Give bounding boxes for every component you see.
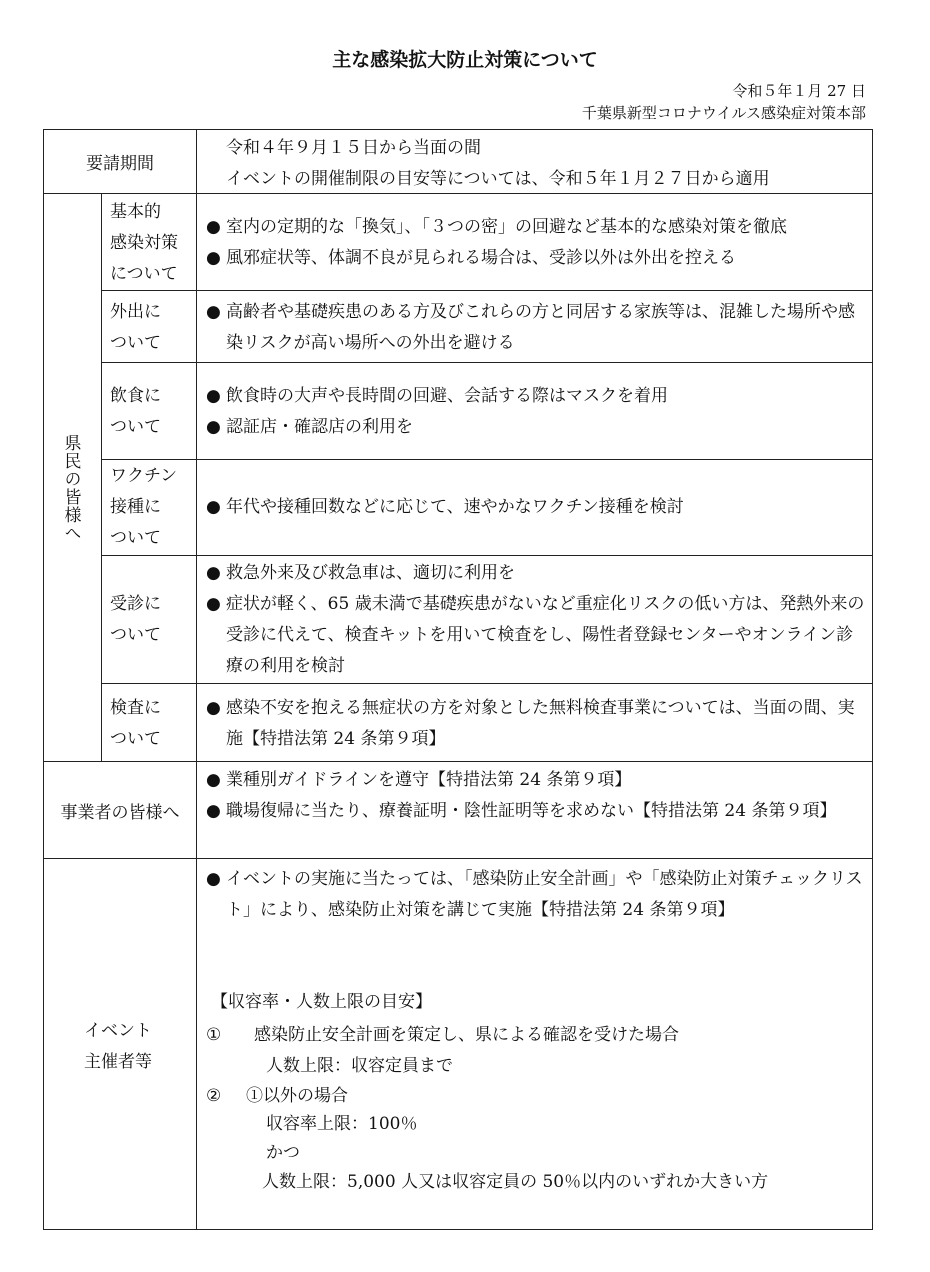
row-label-line: 外出に [110, 302, 161, 322]
business-label-cell [43, 761, 197, 859]
bullet-item: ● 高齢者や基礎疾患のある方及びこれらの方と同居する家族等は、混雑した場所や感染リスクが高い場所への外出を避ける [206, 297, 866, 359]
bullet-dot-icon: ● [206, 594, 221, 614]
row-label-line: ついて [110, 333, 161, 353]
bullet-dot-icon: ● [206, 497, 221, 517]
bullet-item: ● 風邪症状等、体調不良が見られる場合は、受診以外は外出を控える [206, 243, 866, 274]
bullet-dot-icon: ● [206, 698, 221, 718]
period-line-1: 令和４年９月１５日から当面の間 [226, 138, 481, 158]
period-label: 要請期間 [86, 154, 154, 174]
bullet-dot-icon: ● [206, 869, 221, 889]
business-label: 事業者の皆様へ [60, 802, 180, 823]
row-label-line: 感染対策 [110, 233, 178, 253]
residents-section-label: 県民の皆様へ [60, 434, 81, 542]
row-label-line: 飲食に [110, 386, 161, 406]
item-1-text: 感染防止安全計画を策定し、県による確認を受けた場合 [254, 1025, 679, 1045]
bullet-item: ● 業種別ガイドラインを遵守【特措法第 24 条第９項】 [206, 765, 866, 796]
bullet-item: ● 年代や接種回数などに応じて、速やかなワクチン接種を検討 [206, 492, 866, 523]
item-2-sub-2: かつ [266, 1143, 300, 1163]
capacity-heading: 【収容率・人数上限の目安】 [211, 992, 432, 1012]
bullet-item: ● 感染不安を抱える無症状の方を対象とした無料検査事業については、当面の間、実施【特措法第 24 条第９項】 [206, 693, 866, 755]
period-label-cell [43, 129, 197, 194]
item-1-sub: 人数上限：収容定員まで [266, 1056, 453, 1076]
row-label-line: 接種に [110, 497, 161, 517]
bullet-dot-icon: ● [206, 563, 221, 583]
row-label-line: ついて [110, 729, 161, 749]
issuing-organization: 千葉県新型コロナウイルス感染症対策本部 [581, 104, 866, 122]
row-label-line: ワクチン [110, 466, 178, 486]
bullet-dot-icon: ● [206, 417, 221, 437]
item-1-mark: ① [206, 1025, 222, 1045]
row-label-line: ついて [110, 625, 161, 645]
item-2-sub-3: 人数上限：5,000 人又は収容定員の 50％以内のいずれか大きい方 [262, 1172, 769, 1192]
row-label-line: 受診に [110, 594, 161, 614]
item-2-mark: ② [206, 1086, 222, 1106]
event-label-line: 主催者等 [84, 1052, 152, 1072]
bullet-item: ● 室内の定期的な「換気」、「３つの密」の回避など基本的な感染対策を徹底 [206, 212, 866, 243]
page-title: 主な感染拡大防止対策について [332, 49, 598, 71]
issue-date: 令和５年１月 27 日 [732, 82, 866, 100]
period-line-2: イベントの開催制限の目安等については、令和５年１月２７日から適用 [226, 169, 770, 189]
bullet-dot-icon: ● [206, 302, 221, 322]
item-2-sub-1: 収容率上限：100％ [266, 1114, 418, 1134]
row-label-line: 検査に [110, 698, 161, 718]
item-2-text: ①以外の場合 [246, 1086, 348, 1106]
bullet-item: ● 職場復帰に当たり、療養証明・陰性証明等を求めない【特措法第 24 条第９項】 [206, 796, 866, 827]
row-label-line: ついて [110, 528, 161, 548]
bullet-dot-icon: ● [206, 801, 221, 821]
bullet-dot-icon: ● [206, 217, 221, 237]
bullet-dot-icon: ● [206, 770, 221, 790]
bullet-item: ● イベントの実施に当たっては、「感染防止安全計画」や「感染防止対策チェックリスト」により、感染防止対策を講じて実施【特措法第 24 条第９項】 [206, 864, 866, 926]
row-label-line: について [110, 264, 178, 284]
bullet-item: ● 症状が軽く、65 歳未満で基礎疾患がないなど重症化リスクの低い方は、発熱外来の受診に代えて、検査キットを用いて検査をし、陽性者登録センターやオンライン診療の利用を検討 [206, 589, 866, 682]
event-label-line: イベント [84, 1021, 152, 1041]
row-label-line: 基本的 [110, 202, 161, 222]
bullet-item: ● 認証店・確認店の利用を [206, 412, 866, 443]
bullet-dot-icon: ● [206, 386, 221, 406]
bullet-item: ● 救急外来及び救急車は、適切に利用を [206, 558, 866, 589]
bullet-item: ● 飲食時の大声や長時間の回避、会話する際はマスクを着用 [206, 381, 866, 412]
bullet-dot-icon: ● [206, 248, 221, 268]
row-label-line: ついて [110, 417, 161, 437]
